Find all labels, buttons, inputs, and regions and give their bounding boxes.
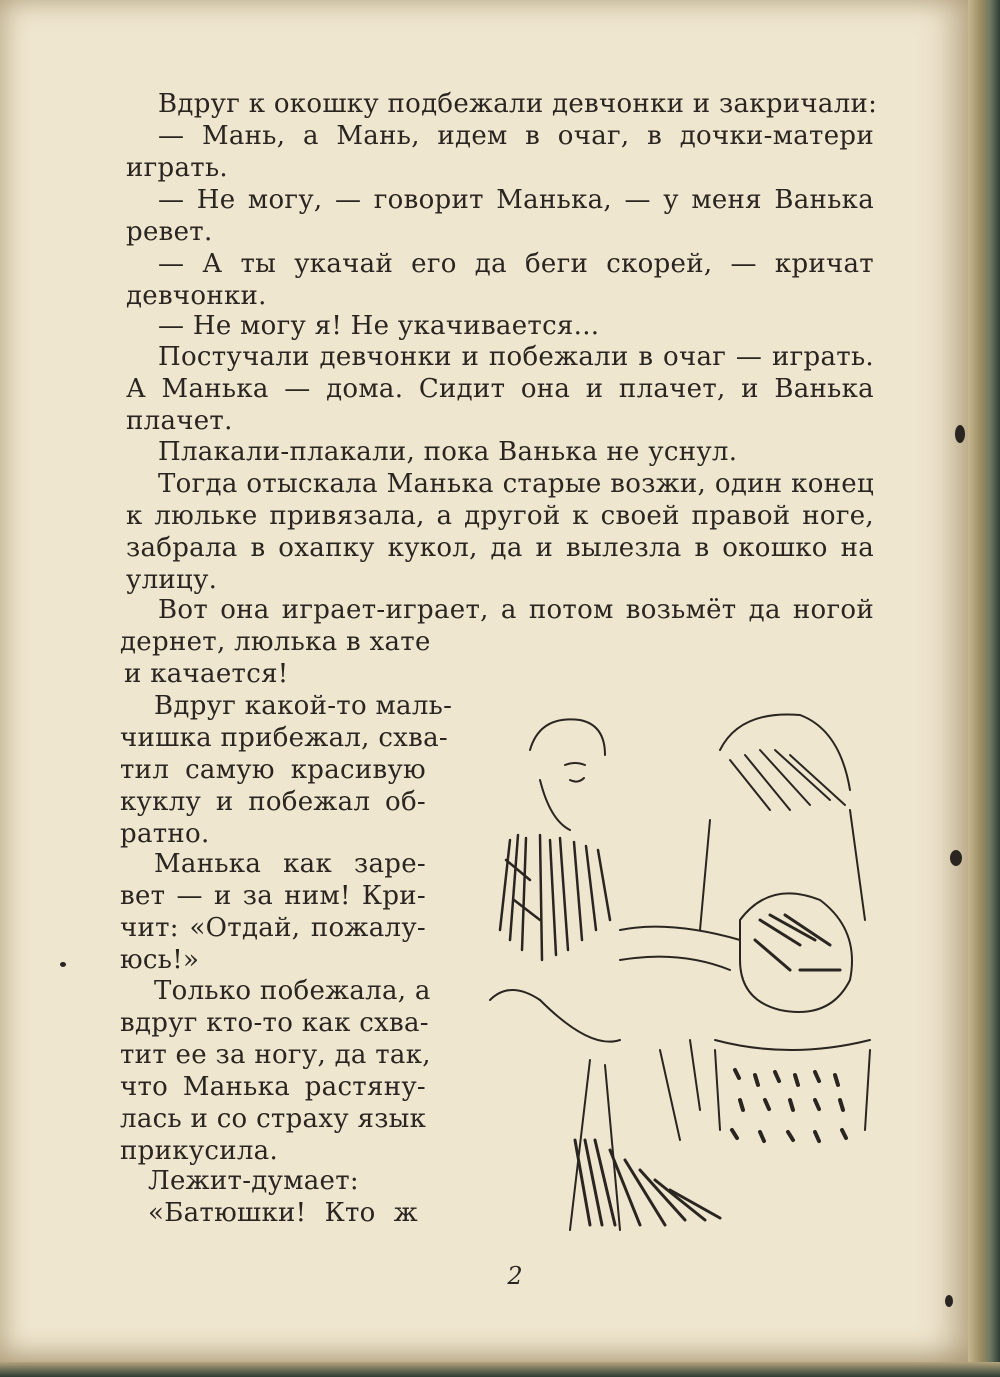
text-line: Только побежала, а	[154, 976, 431, 1006]
text-line: вет — и за ним! Кри-	[120, 881, 426, 911]
page-edge-bottom	[0, 1362, 1000, 1377]
text-line: Манька как заре-	[154, 849, 426, 879]
text-line: Плакали-плакали, пока Ванька не уснул.	[158, 437, 738, 467]
ink-speck	[60, 962, 66, 967]
text-line: А Манька — дома. Сидит она и плачет, и Ванька	[126, 374, 874, 404]
ink-speck	[945, 1295, 953, 1307]
text-line: ревет.	[126, 217, 213, 247]
text-line: «Батюшки! Кто ж	[148, 1198, 418, 1228]
text-line: тил самую красивую	[120, 755, 426, 785]
text-line: — Не могу я! Не укачивается...	[158, 311, 600, 341]
text-line: улицу.	[126, 565, 218, 595]
text-line: прикусила.	[120, 1136, 279, 1166]
text-line: дернет, люлька в хате	[120, 627, 431, 657]
text-line: тит ее за ногу, да так,	[120, 1040, 431, 1070]
girl-with-doll-illustration	[470, 670, 900, 1250]
text-line: Лежит-думает:	[148, 1166, 359, 1196]
text-line: Вдруг какой-то маль-	[154, 691, 453, 721]
text-line: девчонки.	[126, 281, 267, 311]
ink-speck	[950, 850, 962, 866]
text-line: и качается!	[124, 659, 289, 689]
text-line: Вот она играет-играет, а потом возьмёт да ногой	[158, 595, 874, 625]
text-line: ратно.	[120, 819, 210, 849]
text-line: плачет.	[126, 406, 233, 436]
ink-speck	[955, 425, 965, 443]
text-line: играть.	[126, 153, 228, 183]
text-line: куклу и побежал об-	[120, 787, 426, 817]
text-line: забрала в охапку кукол, да и вылезла в окошко на	[126, 533, 874, 563]
page-number: 2	[507, 1262, 523, 1290]
text-line: юсь!»	[120, 945, 200, 975]
text-line: чишка прибежал, схва-	[120, 723, 448, 753]
text-line: Вдруг к окошку подбежали девчонки и закричали:	[158, 89, 878, 119]
page-edge-right	[968, 0, 1000, 1377]
text-line: Постучали девчонки и побежали в очаг — играть.	[158, 342, 874, 372]
text-line: — А ты укачай его да беги скорей, — кричат	[158, 249, 874, 279]
text-line: лась и со страху язык	[120, 1104, 427, 1134]
text-line: — Не могу, — говорит Манька, — у меня Ванька	[158, 185, 874, 215]
text-line: Тогда отыскала Манька старые возжи, один конец	[158, 469, 874, 499]
text-line: что Манька растяну-	[120, 1072, 426, 1102]
text-line: — Мань, а Мань, идем в очаг, в дочки-матери	[158, 121, 874, 151]
text-line: вдруг кто-то как схва-	[120, 1008, 429, 1038]
text-line: чит: «Отдай, пожалу-	[120, 913, 426, 943]
text-line: к люльке привязала, а другой к своей правой ноге,	[126, 501, 874, 531]
